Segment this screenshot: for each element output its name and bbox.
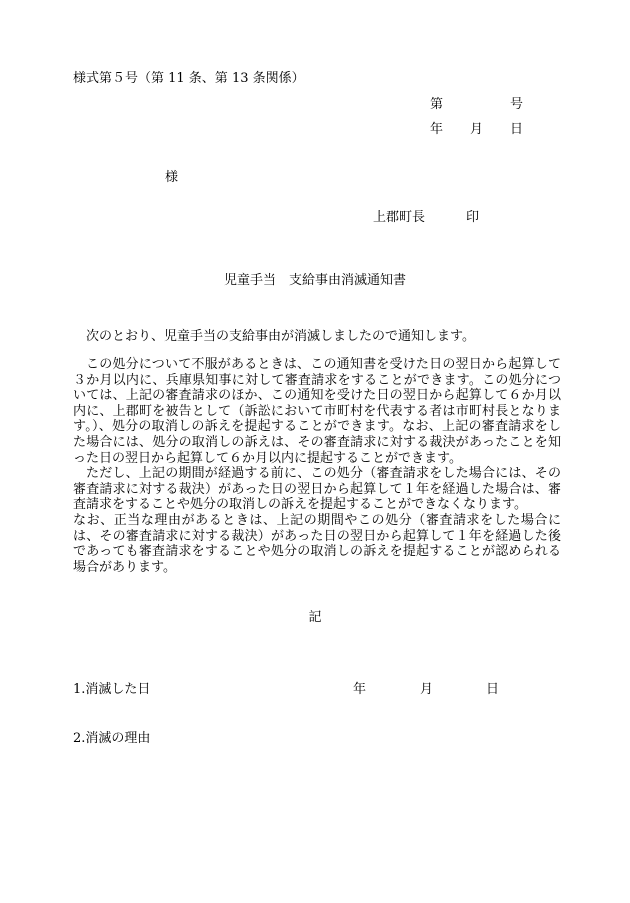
addressee-honorific: 様 <box>165 170 179 185</box>
item-extinction-date-year: 年 <box>353 682 367 697</box>
document-number-suffix: 号 <box>510 97 524 112</box>
issue-date-month: 月 <box>470 122 484 137</box>
item-extinction-date-month: 月 <box>420 682 434 697</box>
document-title: 児童手当 支給事由消滅通知書 <box>223 273 406 288</box>
item-extinction-reason-label: 2.消滅の理由 <box>73 731 151 746</box>
item-extinction-date-label: 1.消滅した日 <box>73 682 151 697</box>
item-extinction-date-day: 日 <box>486 682 500 697</box>
sender-name: 上郡町長 <box>373 210 426 225</box>
issue-date-day: 日 <box>510 122 524 137</box>
form-label: 様式第５号（第 11 条、第 13 条関係） <box>73 71 305 86</box>
sender-seal: 印 <box>466 210 480 225</box>
ki-heading: 記 <box>308 610 322 625</box>
appeal-paragraph-3: なお、正当な理由があるときは、上記の期間やこの処分（審査請求をした場合には、その審査請求に対する裁決）があった日の翌日から起算して１年を経過した後であっても審査請求をすることや処分の取消しの訴えを提起することが認められる場合があります。 <box>73 512 561 575</box>
appeal-paragraph-2: ただし、上記の期間が経過する前に、この処分（審査請求をした場合には、その審査請求に対する裁決）があった日の翌日から起算して１年を経過した場合は、審査請求をすることや処分の取消しの訴えを提起することができなくなります。 <box>73 466 561 513</box>
document-number-prefix: 第 <box>430 97 444 112</box>
appeal-notice-body <box>73 357 561 575</box>
intro-text: 次のとおり、児童手当の支給事由が消滅しましたので通知します。 <box>86 329 475 344</box>
appeal-paragraph-1: この処分について不服があるときは、この通知書を受けた日の翌日から起算して３か月以内に、兵庫県知事に対して審査請求をすることができます。この処分については、上記の審査請求のほか、この通知を受けた日の翌日から起算して６か月以内に、上郡町を被告として（訴訟において市町村を代表する者は市町村長となります。）、処分の取消しの訴えを提起することができます。なお、上記の審査請求をした場合には、処分の取消しの訴えは、その審査請求に対する裁決があったことを知った日の翌日から起算して６か月以内に提起することができます。 <box>73 357 561 466</box>
issue-date-year: 年 <box>430 122 444 137</box>
